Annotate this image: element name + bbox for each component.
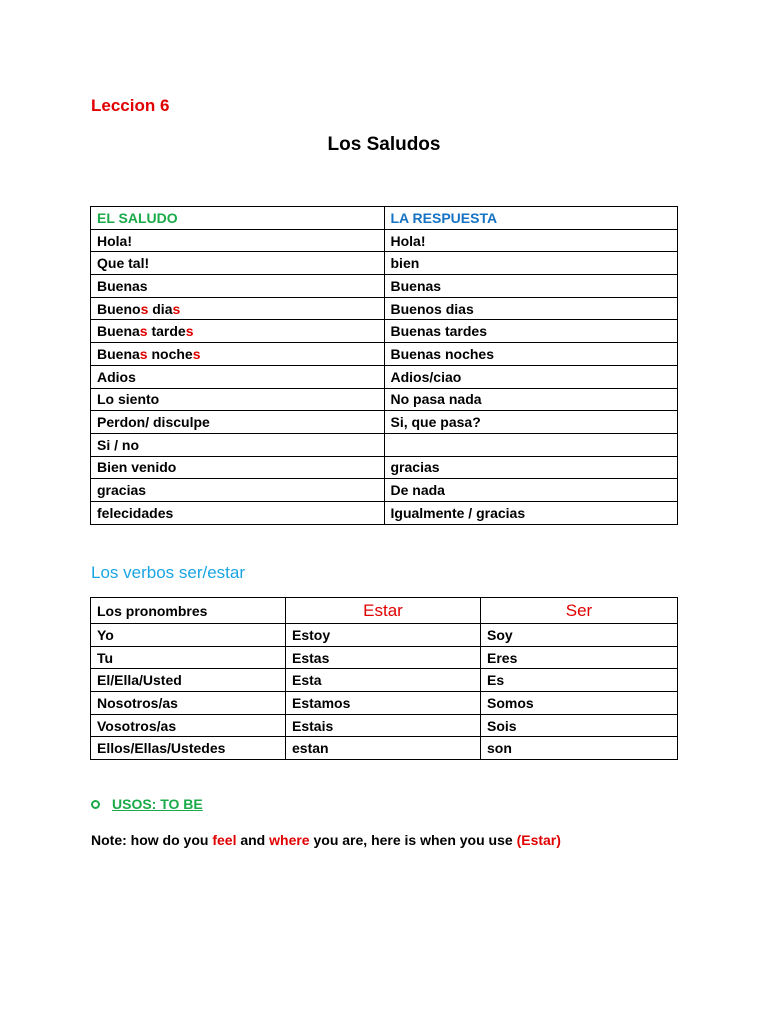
greeting-cell: Hola! — [91, 229, 385, 252]
header-pronouns: Los pronombres — [91, 598, 286, 624]
response-cell: Hola! — [384, 229, 678, 252]
estar-cell: Esta — [286, 669, 481, 692]
lesson-heading: Leccion 6 — [91, 96, 170, 115]
table-row — [91, 501, 678, 524]
verbs-section-heading: Los verbos ser/estar — [91, 563, 246, 582]
greeting-cell: Buenas noches — [91, 343, 385, 366]
table-row — [91, 252, 678, 275]
circle-bullet-icon — [91, 800, 100, 809]
ser-cell: Eres — [481, 646, 678, 669]
ser-cell: Somos — [481, 692, 678, 715]
pronoun-cell: Nosotros/as — [91, 692, 286, 715]
greeting-cell: Buenos dias — [91, 297, 385, 320]
table-row — [91, 737, 678, 760]
ser-cell: son — [481, 737, 678, 760]
response-cell: No pasa nada — [384, 388, 678, 411]
pronoun-cell: El/Ella/Usted — [91, 669, 286, 692]
pronoun-cell: Ellos/Ellas/Ustedes — [91, 737, 286, 760]
page-title: Los Saludos — [327, 134, 441, 155]
pronoun-cell: Vosotros/as — [91, 714, 286, 737]
response-cell: Buenos dias — [384, 297, 678, 320]
note-text: Note: how do you — [91, 832, 213, 848]
header-estar: Estar — [286, 598, 481, 624]
ser-cell: Sois — [481, 714, 678, 737]
note-highlight-where: where — [269, 832, 310, 848]
estar-cell: Estais — [286, 714, 481, 737]
greeting-cell: felecidades — [91, 501, 385, 524]
greeting-cell: Que tal! — [91, 252, 385, 275]
greeting-cell: gracias — [91, 479, 385, 502]
table-row — [91, 297, 678, 320]
pronoun-cell: Tu — [91, 646, 286, 669]
greeting-cell: Adios — [91, 365, 385, 388]
estar-cell: Estoy — [286, 624, 481, 647]
header-la-respuesta: LA RESPUESTA — [384, 207, 678, 230]
table-header-row — [91, 598, 678, 624]
table-row — [91, 669, 678, 692]
note-text: you are, here is when you use — [309, 832, 517, 848]
note-paragraph — [91, 832, 561, 848]
table-row — [91, 229, 678, 252]
response-cell: Buenas — [384, 275, 678, 298]
response-cell: Buenas tardes — [384, 320, 678, 343]
pronoun-cell: Yo — [91, 624, 286, 647]
response-cell: De nada — [384, 479, 678, 502]
response-cell: Adios/ciao — [384, 365, 678, 388]
greeting-cell: Si / no — [91, 433, 385, 456]
table-header-row — [91, 207, 678, 230]
response-cell: Igualmente / gracias — [384, 501, 678, 524]
table-row — [91, 714, 678, 737]
table-row — [91, 624, 678, 647]
table-row — [91, 692, 678, 715]
table-row — [91, 275, 678, 298]
table-row — [91, 411, 678, 434]
table-row — [91, 456, 678, 479]
table-row — [91, 479, 678, 502]
uses-bullet-item — [91, 796, 203, 812]
greeting-cell: Buenas tardes — [91, 320, 385, 343]
greeting-cell: Lo siento — [91, 388, 385, 411]
response-cell: bien — [384, 252, 678, 275]
header-ser: Ser — [481, 598, 678, 624]
response-cell: Si, que pasa? — [384, 411, 678, 434]
header-el-saludo: EL SALUDO — [91, 207, 385, 230]
response-cell: gracias — [384, 456, 678, 479]
verbs-table — [90, 597, 678, 760]
greetings-table — [90, 206, 678, 525]
table-row — [91, 388, 678, 411]
table-row — [91, 433, 678, 456]
note-highlight-estar: (Estar) — [516, 832, 561, 848]
greeting-cell: Buenas — [91, 275, 385, 298]
ser-cell: Es — [481, 669, 678, 692]
estar-cell: Estamos — [286, 692, 481, 715]
response-cell — [384, 433, 678, 456]
greeting-cell: Perdon/ disculpe — [91, 411, 385, 434]
note-text: and — [236, 832, 270, 848]
uses-label: USOS: TO BE — [112, 796, 203, 812]
estar-cell: estan — [286, 737, 481, 760]
response-cell: Buenas noches — [384, 343, 678, 366]
table-row — [91, 365, 678, 388]
table-row — [91, 646, 678, 669]
note-highlight-feel: feel — [212, 832, 237, 848]
estar-cell: Estas — [286, 646, 481, 669]
table-row — [91, 320, 678, 343]
greeting-cell: Bien venido — [91, 456, 385, 479]
ser-cell: Soy — [481, 624, 678, 647]
table-row — [91, 343, 678, 366]
